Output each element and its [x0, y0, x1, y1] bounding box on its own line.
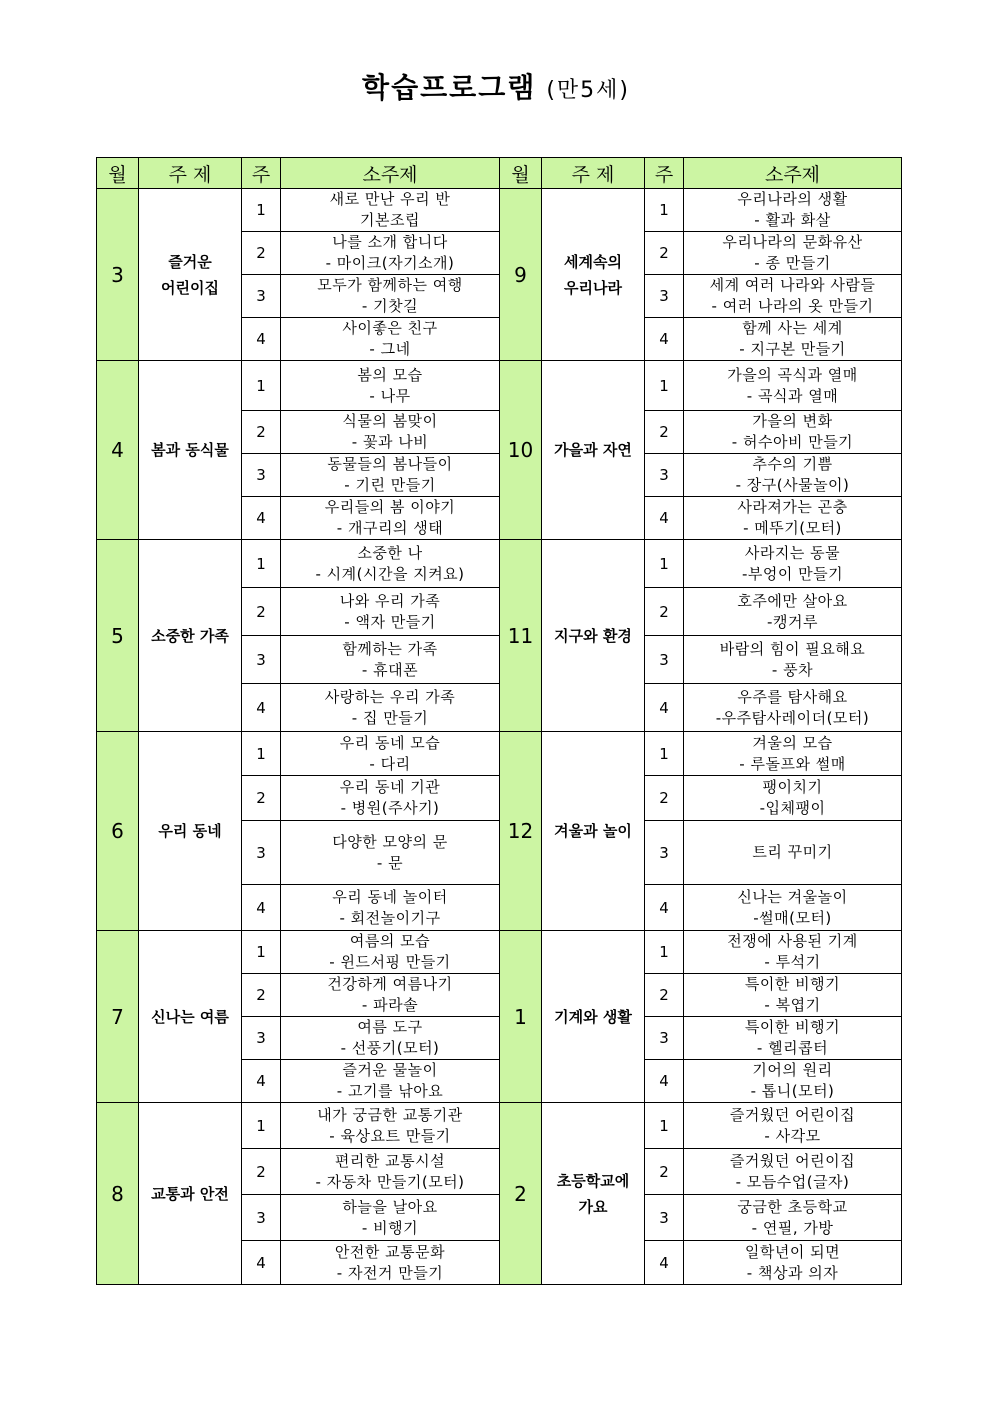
subtopic-cell: 동물들의 봄나들이 - 기린 만들기 — [281, 454, 500, 497]
theme-cell: 소중한 가족 — [139, 540, 242, 732]
program-table — [96, 157, 902, 1285]
header-subtopic: 소주제 — [281, 158, 500, 189]
theme-cell: 가을과 자연 — [542, 361, 645, 540]
week-number: 1 — [242, 1103, 281, 1149]
week-number: 3 — [645, 1195, 684, 1241]
theme-cell: 우리 동네 — [139, 732, 242, 931]
subtopic-cell: 바람의 힘이 필요해요 - 풍차 — [684, 636, 902, 684]
page-title: 학습프로그램 — [362, 71, 537, 104]
header-month: 월 — [500, 158, 542, 189]
subtopic-cell: 추수의 기쁨 - 장구(사물놀이) — [684, 454, 902, 497]
subtopic-cell: 건강하게 여름나기 - 파라솔 — [281, 974, 500, 1017]
subtopic-cell: 다양한 모양의 문 - 문 — [281, 821, 500, 885]
week-number: 1 — [242, 732, 281, 776]
subtopic-cell: 우리나라의 생활 - 활과 화살 — [684, 189, 902, 232]
subtopic-cell: 우리나라의 문화유산 - 종 만들기 — [684, 232, 902, 275]
theme-cell: 신나는 여름 — [139, 931, 242, 1103]
subtopic-cell: 사라져가는 곤충 - 메뚜기(모터) — [684, 497, 902, 540]
week-number: 1 — [242, 361, 281, 411]
subtopic-cell: 내가 궁금한 교통기관 - 육상요트 만들기 — [281, 1103, 500, 1149]
week-number: 1 — [645, 732, 684, 776]
theme-cell: 초등학교에 가요 — [542, 1103, 645, 1285]
subtopic-cell: 우주를 탐사해요 -우주탐사레이더(모터) — [684, 684, 902, 732]
week-number: 2 — [645, 1149, 684, 1195]
theme-cell: 겨울과 놀이 — [542, 732, 645, 931]
week-number: 2 — [242, 776, 281, 821]
subtopic-cell: 안전한 교통문화 - 자전거 만들기 — [281, 1241, 500, 1285]
week-number: 1 — [645, 361, 684, 411]
week-number: 3 — [242, 454, 281, 497]
week-number: 3 — [645, 275, 684, 318]
week-number: 3 — [242, 821, 281, 885]
page-title-line — [0, 66, 992, 106]
subtopic-cell: 즐거운 물놀이 - 고기를 낚아요 — [281, 1060, 500, 1103]
subtopic-cell: 즐거웠던 어린이집 - 사각모 — [684, 1103, 902, 1149]
subtopic-cell: 사이좋은 친구 - 그네 — [281, 318, 500, 361]
theme-cell: 봄과 동식물 — [139, 361, 242, 540]
week-number: 4 — [645, 1241, 684, 1285]
subtopic-cell: 일학년이 되면 - 책상과 의자 — [684, 1241, 902, 1285]
week-number: 2 — [242, 588, 281, 636]
subtopic-cell: 호주에만 살아요 -캥거루 — [684, 588, 902, 636]
subtopic-cell: 우리 동네 모습 - 다리 — [281, 732, 500, 776]
header-theme: 주 제 — [139, 158, 242, 189]
week-number: 4 — [645, 318, 684, 361]
subtopic-cell: 봄의 모습 - 나무 — [281, 361, 500, 411]
month-cell: 2 — [500, 1103, 542, 1285]
subtopic-cell: 세계 여러 나라와 사람들 - 여러 나라의 옷 만들기 — [684, 275, 902, 318]
week-number: 2 — [645, 588, 684, 636]
theme-cell: 교통과 안전 — [139, 1103, 242, 1285]
month-cell: 4 — [97, 361, 139, 540]
week-number: 3 — [242, 275, 281, 318]
week-number: 3 — [242, 1195, 281, 1241]
subtopic-cell: 즐거웠던 어린이집 - 모듬수업(글자) — [684, 1149, 902, 1195]
week-number: 1 — [242, 189, 281, 232]
month-cell: 12 — [500, 732, 542, 931]
week-number: 4 — [242, 684, 281, 732]
week-number: 2 — [645, 974, 684, 1017]
header-subtopic: 소주제 — [684, 158, 902, 189]
theme-cell: 즐거운 어린이집 — [139, 189, 242, 361]
subtopic-cell: 가을의 곡식과 열매 - 곡식과 열매 — [684, 361, 902, 411]
subtopic-cell: 겨울의 모습 - 루돌프와 썰매 — [684, 732, 902, 776]
week-number: 4 — [242, 497, 281, 540]
subtopic-cell: 전쟁에 사용된 기계 - 투석기 — [684, 931, 902, 974]
month-cell: 11 — [500, 540, 542, 732]
month-cell: 5 — [97, 540, 139, 732]
month-cell: 9 — [500, 189, 542, 361]
week-number: 3 — [242, 636, 281, 684]
theme-cell: 세계속의 우리나라 — [542, 189, 645, 361]
week-number: 2 — [645, 232, 684, 275]
week-number: 4 — [242, 1241, 281, 1285]
subtopic-cell: 가을의 변화 - 허수아비 만들기 — [684, 411, 902, 454]
subtopic-cell: 식물의 봄맞이 - 꽃과 나비 — [281, 411, 500, 454]
subtopic-cell: 특이한 비행기 - 헬리콥터 — [684, 1017, 902, 1060]
header-theme: 주 제 — [542, 158, 645, 189]
subtopic-cell: 신나는 겨울놀이 -썰매(모터) — [684, 885, 902, 931]
week-number: 1 — [242, 931, 281, 974]
week-number: 1 — [645, 540, 684, 588]
subtopic-cell: 특이한 비행기 - 복엽기 — [684, 974, 902, 1017]
table-row — [97, 189, 902, 232]
week-number: 1 — [242, 540, 281, 588]
week-number: 3 — [645, 454, 684, 497]
month-cell: 3 — [97, 189, 139, 361]
week-number: 2 — [645, 776, 684, 821]
subtopic-cell: 함께 사는 세계 - 지구본 만들기 — [684, 318, 902, 361]
month-cell: 1 — [500, 931, 542, 1103]
subtopic-cell: 모두가 함께하는 여행 - 기찻길 — [281, 275, 500, 318]
subtopic-cell: 팽이치기 -입체팽이 — [684, 776, 902, 821]
week-number: 4 — [242, 885, 281, 931]
subtopic-cell: 여름 도구 - 선풍기(모터) — [281, 1017, 500, 1060]
week-number: 4 — [645, 684, 684, 732]
month-cell: 6 — [97, 732, 139, 931]
month-cell: 8 — [97, 1103, 139, 1285]
week-number: 3 — [645, 1017, 684, 1060]
subtopic-cell: 사라지는 동물 -부엉이 만들기 — [684, 540, 902, 588]
week-number: 3 — [645, 636, 684, 684]
week-number: 1 — [645, 931, 684, 974]
subtopic-cell: 궁금한 초등학교 - 연필, 가방 — [684, 1195, 902, 1241]
week-number: 2 — [645, 411, 684, 454]
week-number: 4 — [645, 497, 684, 540]
subtopic-cell: 트리 꾸미기 — [684, 821, 902, 885]
week-number: 2 — [242, 232, 281, 275]
subtopic-cell: 함께하는 가족 - 휴대폰 — [281, 636, 500, 684]
week-number: 1 — [645, 1103, 684, 1149]
table-row — [97, 732, 902, 776]
month-cell: 10 — [500, 361, 542, 540]
week-number: 2 — [242, 411, 281, 454]
table-row — [97, 1103, 902, 1149]
week-number: 1 — [645, 189, 684, 232]
week-number: 3 — [242, 1017, 281, 1060]
header-month: 월 — [97, 158, 139, 189]
week-number: 2 — [242, 1149, 281, 1195]
week-number: 4 — [242, 1060, 281, 1103]
subtopic-cell: 나를 소개 합니다 - 마이크(자기소개) — [281, 232, 500, 275]
table-header-row — [97, 158, 902, 189]
header-week: 주 — [242, 158, 281, 189]
subtopic-cell: 우리 동네 놀이터 - 회전놀이기구 — [281, 885, 500, 931]
subtopic-cell: 하늘을 날아요 - 비행기 — [281, 1195, 500, 1241]
table-row — [97, 931, 902, 974]
week-number: 2 — [242, 974, 281, 1017]
subtopic-cell: 여름의 모습 - 윈드서핑 만들기 — [281, 931, 500, 974]
week-number: 3 — [645, 821, 684, 885]
subtopic-cell: 기어의 원리 - 톱니(모터) — [684, 1060, 902, 1103]
table-row — [97, 540, 902, 588]
header-week: 주 — [645, 158, 684, 189]
subtopic-cell: 편리한 교통시설 - 자동차 만들기(모터) — [281, 1149, 500, 1195]
week-number: 4 — [645, 1060, 684, 1103]
week-number: 4 — [645, 885, 684, 931]
page-subtitle: (만5세) — [546, 78, 630, 103]
theme-cell: 기계와 생활 — [542, 931, 645, 1103]
subtopic-cell: 소중한 나 - 시계(시간을 지켜요) — [281, 540, 500, 588]
week-number: 4 — [242, 318, 281, 361]
subtopic-cell: 우리 동네 기관 - 병원(주사기) — [281, 776, 500, 821]
month-cell: 7 — [97, 931, 139, 1103]
theme-cell: 지구와 환경 — [542, 540, 645, 732]
subtopic-cell: 우리들의 봄 이야기 - 개구리의 생태 — [281, 497, 500, 540]
subtopic-cell: 사랑하는 우리 가족 - 집 만들기 — [281, 684, 500, 732]
subtopic-cell: 나와 우리 가족 - 액자 만들기 — [281, 588, 500, 636]
subtopic-cell: 새로 만난 우리 반 기본조립 — [281, 189, 500, 232]
table-row — [97, 361, 902, 411]
